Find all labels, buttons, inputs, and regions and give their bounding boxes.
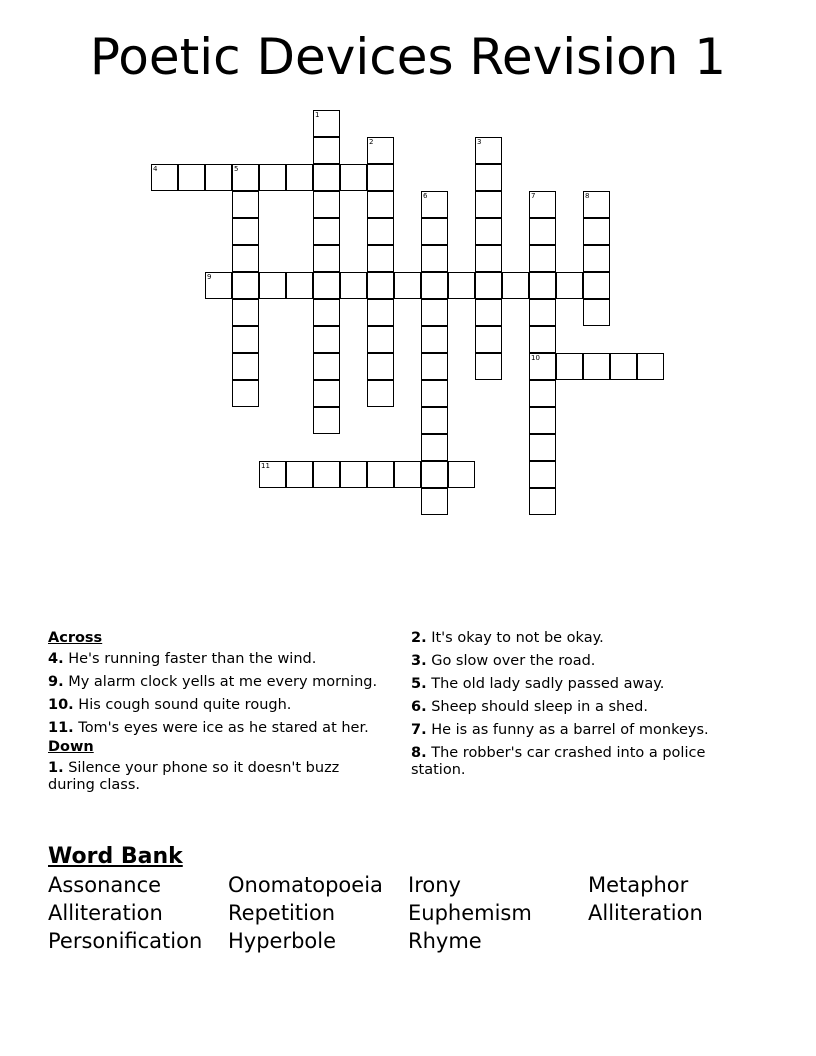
crossword-cell[interactable] bbox=[313, 137, 340, 164]
word-bank-item: Hyperbole bbox=[228, 929, 337, 953]
crossword-cell[interactable] bbox=[367, 272, 394, 299]
clue-number: 4. bbox=[48, 651, 64, 667]
word-bank-item: Assonance bbox=[48, 873, 162, 897]
word-bank-item: Alliteration bbox=[588, 901, 703, 925]
crossword-cell[interactable] bbox=[421, 353, 448, 380]
crossword-cell[interactable] bbox=[583, 299, 610, 326]
word-bank-item: Rhyme bbox=[408, 929, 482, 953]
crossword-cell[interactable] bbox=[529, 191, 556, 218]
clue-number: 5. bbox=[411, 676, 427, 692]
crossword-cell[interactable] bbox=[556, 272, 583, 299]
clue-number: 3. bbox=[411, 653, 427, 669]
crossword-cell[interactable] bbox=[421, 299, 448, 326]
crossword-cell[interactable] bbox=[367, 137, 394, 164]
clue-down-1 bbox=[48, 760, 388, 794]
crossword-cell[interactable] bbox=[313, 407, 340, 434]
crossword-cell[interactable] bbox=[232, 164, 259, 191]
crossword-cell[interactable] bbox=[286, 164, 313, 191]
clue-number: 8. bbox=[411, 745, 427, 761]
clue-down-7 bbox=[411, 722, 756, 739]
clue-text: The old lady sadly passed away. bbox=[431, 676, 665, 692]
crossword-cell[interactable] bbox=[421, 326, 448, 353]
word-bank-item: Personification bbox=[48, 929, 203, 953]
cell-number: 5 bbox=[234, 165, 239, 173]
crossword-cell[interactable] bbox=[529, 299, 556, 326]
crossword-cell[interactable] bbox=[421, 434, 448, 461]
clue-number: 9. bbox=[48, 674, 64, 690]
crossword-cell[interactable] bbox=[232, 380, 259, 407]
crossword-cell[interactable] bbox=[583, 272, 610, 299]
crossword-cell[interactable] bbox=[475, 218, 502, 245]
crossword-cell[interactable] bbox=[205, 164, 232, 191]
clue-text: He's running faster than the wind. bbox=[68, 651, 317, 667]
crossword-cell[interactable] bbox=[232, 353, 259, 380]
crossword-cell[interactable] bbox=[475, 326, 502, 353]
crossword-cell[interactable] bbox=[475, 353, 502, 380]
crossword-cell[interactable] bbox=[367, 461, 394, 488]
crossword-cell[interactable] bbox=[286, 461, 313, 488]
clue-across-9 bbox=[48, 674, 388, 691]
crossword-cell[interactable] bbox=[313, 380, 340, 407]
crossword-cell[interactable] bbox=[178, 164, 205, 191]
clue-down-8 bbox=[411, 745, 756, 779]
clue-down-2 bbox=[411, 630, 756, 647]
crossword-cell[interactable] bbox=[529, 380, 556, 407]
clues-left-column bbox=[48, 630, 388, 800]
crossword-cell[interactable] bbox=[421, 380, 448, 407]
crossword-cell[interactable] bbox=[367, 326, 394, 353]
clue-number: 6. bbox=[411, 699, 427, 715]
clue-text: Tom's eyes were ice as he stared at her. bbox=[78, 720, 369, 736]
clue-text: He is as funny as a barrel of monkeys. bbox=[431, 722, 709, 738]
crossword-cell[interactable] bbox=[475, 137, 502, 164]
crossword-cell[interactable] bbox=[313, 461, 340, 488]
cell-number: 1 bbox=[315, 111, 320, 119]
cell-number: 7 bbox=[531, 192, 536, 200]
clue-down-3 bbox=[411, 653, 756, 670]
crossword-cell[interactable] bbox=[421, 245, 448, 272]
crossword-cell[interactable] bbox=[232, 245, 259, 272]
crossword-cell[interactable] bbox=[421, 191, 448, 218]
clue-text: His cough sound quite rough. bbox=[78, 697, 292, 713]
cell-number: 10 bbox=[531, 354, 540, 362]
cell-number: 9 bbox=[207, 273, 212, 281]
crossword-cell[interactable] bbox=[367, 299, 394, 326]
clues-right-column bbox=[411, 630, 756, 785]
crossword-cell[interactable] bbox=[529, 218, 556, 245]
crossword-cell[interactable] bbox=[475, 272, 502, 299]
crossword-cell[interactable] bbox=[421, 272, 448, 299]
crossword-cell[interactable] bbox=[340, 461, 367, 488]
crossword-cell[interactable] bbox=[367, 245, 394, 272]
cell-number: 6 bbox=[423, 192, 428, 200]
clue-number: 2. bbox=[411, 630, 427, 646]
crossword-cell[interactable] bbox=[421, 461, 448, 488]
crossword-cell[interactable] bbox=[232, 299, 259, 326]
clue-number: 10. bbox=[48, 697, 74, 713]
crossword-cell[interactable] bbox=[394, 461, 421, 488]
crossword-cell[interactable] bbox=[394, 272, 421, 299]
crossword-cell[interactable] bbox=[637, 353, 664, 380]
crossword-cell[interactable] bbox=[475, 191, 502, 218]
word-bank-item: Repetition bbox=[228, 901, 336, 925]
crossword-cell[interactable] bbox=[259, 164, 286, 191]
word-bank-title: Word Bank bbox=[48, 844, 183, 869]
crossword-cell[interactable] bbox=[232, 272, 259, 299]
crossword-cell[interactable] bbox=[367, 164, 394, 191]
crossword-cell[interactable] bbox=[475, 245, 502, 272]
crossword-cell[interactable] bbox=[340, 164, 367, 191]
crossword-cell[interactable] bbox=[259, 272, 286, 299]
clue-number: 11. bbox=[48, 720, 74, 736]
crossword-cell[interactable] bbox=[313, 299, 340, 326]
clue-across-11 bbox=[48, 720, 388, 737]
crossword-cell[interactable] bbox=[232, 218, 259, 245]
crossword-cell[interactable] bbox=[556, 353, 583, 380]
clue-text: It's okay to not be okay. bbox=[431, 630, 604, 646]
word-bank-item: Onomatopoeia bbox=[228, 873, 383, 897]
cell-number: 4 bbox=[153, 165, 158, 173]
crossword-cell[interactable] bbox=[448, 272, 475, 299]
cell-number: 3 bbox=[477, 138, 482, 146]
crossword-cell[interactable] bbox=[205, 272, 232, 299]
crossword-cell[interactable] bbox=[529, 272, 556, 299]
crossword-cell[interactable] bbox=[313, 110, 340, 137]
crossword-cell[interactable] bbox=[313, 272, 340, 299]
crossword-cell[interactable] bbox=[259, 461, 286, 488]
crossword-cell[interactable] bbox=[583, 353, 610, 380]
crossword-cell[interactable] bbox=[151, 164, 178, 191]
crossword-cell[interactable] bbox=[475, 164, 502, 191]
clue-across-10 bbox=[48, 697, 388, 714]
crossword-cell[interactable] bbox=[313, 353, 340, 380]
crossword-cell[interactable] bbox=[421, 488, 448, 515]
crossword-cell[interactable] bbox=[610, 353, 637, 380]
crossword-cell[interactable] bbox=[529, 488, 556, 515]
crossword-cell[interactable] bbox=[232, 326, 259, 353]
crossword-cell[interactable] bbox=[340, 272, 367, 299]
crossword-cell[interactable] bbox=[286, 272, 313, 299]
word-bank-item: Metaphor bbox=[588, 873, 689, 897]
crossword-cell[interactable] bbox=[421, 218, 448, 245]
clue-text: My alarm clock yells at me every morning. bbox=[68, 674, 378, 690]
clue-across-4 bbox=[48, 651, 388, 668]
crossword-cell[interactable] bbox=[529, 461, 556, 488]
crossword-cell[interactable] bbox=[313, 326, 340, 353]
clue-number: 1. bbox=[48, 760, 64, 776]
clue-down-5 bbox=[411, 676, 756, 693]
crossword-cell[interactable] bbox=[583, 245, 610, 272]
crossword-cell[interactable] bbox=[583, 218, 610, 245]
crossword-cell[interactable] bbox=[313, 164, 340, 191]
down-heading: Down bbox=[48, 739, 94, 755]
crossword-cell[interactable] bbox=[502, 272, 529, 299]
crossword-cell[interactable] bbox=[421, 407, 448, 434]
clue-text: Sheep should sleep in a shed. bbox=[431, 699, 648, 715]
word-bank-item: Irony bbox=[408, 873, 461, 897]
crossword-cell[interactable] bbox=[313, 218, 340, 245]
clue-text: Go slow over the road. bbox=[431, 653, 596, 669]
across-heading: Across bbox=[48, 630, 103, 646]
crossword-cell[interactable] bbox=[313, 191, 340, 218]
crossword-cell[interactable] bbox=[367, 353, 394, 380]
clue-text: Silence your phone so it doesn't buzz during class. bbox=[48, 760, 340, 793]
cell-number: 2 bbox=[369, 138, 374, 146]
crossword-cell[interactable] bbox=[529, 245, 556, 272]
crossword-cell[interactable] bbox=[583, 191, 610, 218]
crossword-cell[interactable] bbox=[529, 353, 556, 380]
crossword-cell[interactable] bbox=[232, 191, 259, 218]
clue-down-6 bbox=[411, 699, 756, 716]
crossword-cell[interactable] bbox=[529, 434, 556, 461]
crossword-cell[interactable] bbox=[448, 461, 475, 488]
word-bank-item: Euphemism bbox=[408, 901, 532, 925]
crossword-cell[interactable] bbox=[367, 380, 394, 407]
crossword-cell[interactable] bbox=[529, 326, 556, 353]
clue-text: The robber's car crashed into a police station. bbox=[411, 745, 706, 778]
crossword-cell[interactable] bbox=[367, 191, 394, 218]
word-bank bbox=[48, 873, 768, 954]
cell-number: 8 bbox=[585, 192, 590, 200]
crossword-cell[interactable] bbox=[475, 299, 502, 326]
clue-number: 7. bbox=[411, 722, 427, 738]
crossword-cell[interactable] bbox=[313, 245, 340, 272]
word-bank-item: Alliteration bbox=[48, 901, 163, 925]
page-title: Poetic Devices Revision 1 bbox=[89, 28, 727, 86]
crossword-cell[interactable] bbox=[367, 218, 394, 245]
cell-number: 11 bbox=[261, 462, 270, 470]
crossword-cell[interactable] bbox=[529, 407, 556, 434]
